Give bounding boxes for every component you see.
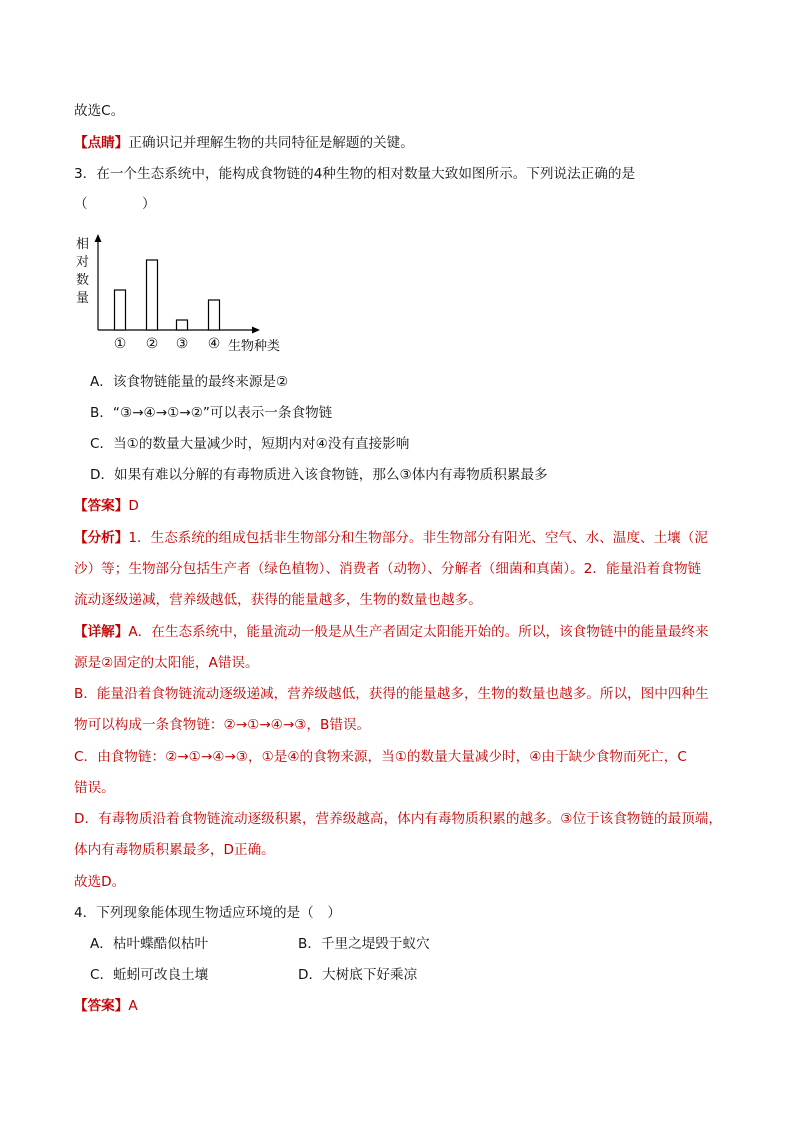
detail-conclusion: 故选D。 bbox=[74, 874, 126, 890]
bar-2 bbox=[147, 260, 158, 330]
conclusion-prev: 故选C。 bbox=[74, 103, 125, 119]
detail-tag: 【详解】 bbox=[74, 624, 129, 640]
y-axis-label-char: 对 bbox=[76, 255, 90, 270]
analysis-line-2: 沙）等；生物部分包括生产者（绿色植物）、消费者（动物）、分解者（细菌和真菌）。2．能量沿着食物链 bbox=[74, 561, 702, 577]
x-axis-label: 生物种类 bbox=[228, 339, 281, 354]
detail-text-7b: ③位于该食物链的最顶端， bbox=[560, 811, 722, 827]
option-4c: C．蚯蚓可改良土壤 bbox=[90, 967, 209, 983]
note-text: 正确识记并理解生物的共同特征是解题的关键。 bbox=[128, 135, 414, 151]
bar-1 bbox=[115, 290, 126, 330]
option-3a: A．该食物链能量的最终来源是② bbox=[90, 374, 289, 390]
x-tick-label-2: ② bbox=[145, 336, 159, 352]
x-tick-label-3: ③ bbox=[175, 336, 189, 352]
detail-line-3: B．能量沿着食物链流动逐级递减，营养级越低，获得的能量越多，生物的数量也越多。所以，图中四种生 bbox=[74, 686, 709, 702]
question-3: 3．在一个生态系统中，能构成食物链的4种生物的相对数量大致如图所示。下列说法正确的是 bbox=[74, 166, 636, 182]
answer-tag: 【答案】 bbox=[74, 498, 129, 514]
detail-line-6: 错误。 bbox=[74, 780, 115, 796]
y-axis-label bbox=[76, 236, 89, 306]
bar-4 bbox=[209, 300, 220, 330]
option-3c: C．当①的数量大量减少时，短期内对④没有直接影响 bbox=[90, 436, 410, 452]
option-3d: D．如果有难以分解的有毒物质进入该食物链，那么③体内有毒物质积累最多 bbox=[90, 467, 548, 483]
answer-4-value: A bbox=[128, 998, 138, 1014]
question-3-paren: （ ） bbox=[74, 196, 156, 212]
option-4a: A．枯叶蝶酷似枯叶 bbox=[90, 936, 209, 952]
x-axis-arrow bbox=[252, 327, 260, 334]
answer-4-tag: 【答案】 bbox=[74, 998, 129, 1014]
detail-text-7a: D．有毒物质沿着食物链流动逐级积累，营养级越高，体内有毒物质积累的越多。 bbox=[74, 811, 561, 827]
y-axis-label-char: 量 bbox=[76, 291, 90, 306]
question-4: 4．下列现象能体现生物适应环境的是（ ） bbox=[74, 905, 341, 921]
detail-line-8: 体内有毒物质积累最多，D正确。 bbox=[74, 842, 275, 858]
detail-line-5 bbox=[74, 748, 687, 766]
y-axis-label-char: 数 bbox=[76, 273, 90, 288]
note-line bbox=[74, 134, 414, 152]
option-4b: B．千里之堤毁于蚁穴 bbox=[298, 936, 430, 952]
detail-line-1 bbox=[74, 623, 709, 641]
y-axis-label-char: 相 bbox=[76, 237, 90, 252]
bar-3 bbox=[177, 320, 188, 330]
detail-line-2: 源是②固定的太阳能，A错误。 bbox=[74, 655, 259, 671]
analysis-line-1 bbox=[74, 529, 708, 547]
analysis-line-3: 流动逐级递减，营养级越低，获得的能量越多，生物的数量也越多。 bbox=[74, 592, 482, 608]
detail-text-5a: C．由食物链： bbox=[74, 749, 166, 765]
answer-value: D bbox=[128, 498, 139, 514]
detail-text-1: A．在生态系统中，能量流动一般是从生产者固定太阳能开始的。所以，该食物链中的能量最终来 bbox=[128, 624, 709, 640]
y-axis-arrow bbox=[95, 234, 102, 242]
detail-line-7 bbox=[74, 810, 722, 828]
detail-text-5b: ②→①→④→③，①是④的食物来源，当①的数量大量减少时，④由于缺少食物而死亡，C bbox=[165, 749, 687, 765]
analysis-text-1: 1．生态系统的组成包括非生物部分和生物部分。非生物部分有阳光、空气、水、温度、土壤（泥 bbox=[128, 530, 708, 546]
x-tick-label-4: ④ bbox=[207, 336, 221, 352]
answer-4 bbox=[74, 997, 138, 1015]
detail-line-4: 物可以构成一条食物链：②→①→④→③，B错误。 bbox=[74, 717, 371, 733]
x-tick-label-1: ① bbox=[113, 336, 127, 352]
note-tag: 【点睛】 bbox=[74, 135, 129, 151]
answer-3 bbox=[74, 497, 139, 515]
analysis-tag: 【分析】 bbox=[74, 530, 129, 546]
option-4d: D．大树底下好乘凉 bbox=[298, 967, 418, 983]
option-3b: B．“③→④→①→②”可以表示一条食物链 bbox=[90, 405, 333, 421]
relative-quantity-chart bbox=[70, 228, 300, 358]
